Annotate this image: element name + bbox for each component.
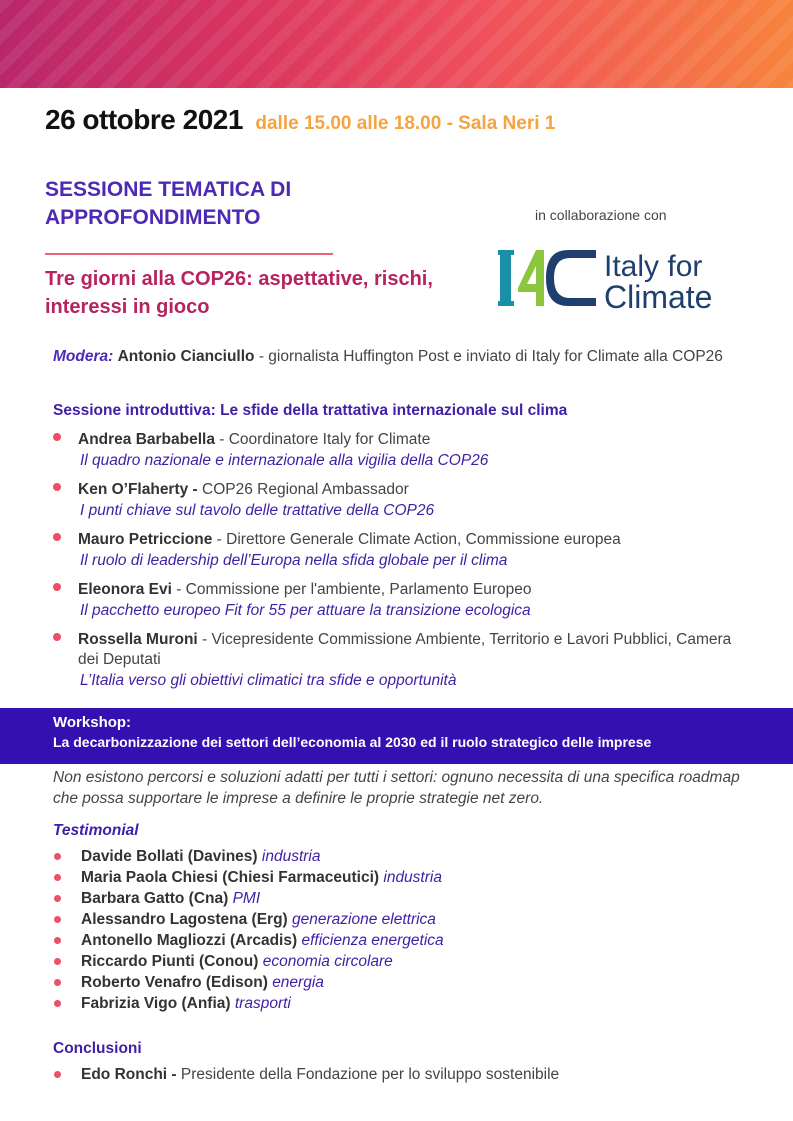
speaker-talk-title: Il quadro nazionale e internazionale alla vigilia della COP26 [80,452,489,469]
italy-for-climate-logo [498,244,748,314]
bullet-icon [53,583,61,591]
conclusion-name: Edo Ronchi - [81,1066,177,1083]
collaboration-label: in collaborazione con [535,207,667,223]
testimonial-sector: energia [272,974,324,991]
intro-session-heading: Sessione introduttiva: Le sfide della trattativa internazionale sul clima [53,402,568,419]
workshop-description: Non esistono percorsi e soluzioni adatti per tutti i settori: ognuno necessita di una specifica roadmap che possa supportare le imprese a definire le proprie strategie net zero. [53,769,740,807]
bullet-icon [54,1000,61,1007]
testimonial-item [53,888,444,909]
bullet-icon [54,853,61,860]
speaker-talk-title: I punti chiave sul tavolo delle trattative della COP26 [80,502,435,519]
speaker-name: Eleonora Evi [78,581,172,598]
testimonial-name: Antonello Magliozzi (Arcadis) [81,932,298,949]
conclusion-item [53,1064,559,1085]
testimonial-list [53,846,444,1014]
testimonial-heading: Testimonial [53,822,139,839]
testimonial-sector: generazione elettrica [292,911,436,928]
i4c-logo-mark [498,250,596,306]
testimonial-name: Riccardo Piunti (Conou) [81,953,259,970]
bullet-icon [54,937,61,944]
testimonial-name: Roberto Venafro (Edison) [81,974,268,991]
session-topic: Tre giorni alla COP26: aspettative, rischi, interessi in gioco [45,268,433,318]
speaker-item [53,530,753,571]
conclusion-role: Presidente della Fondazione per lo sviluppo sostenibile [176,1066,560,1083]
speaker-item [53,480,753,521]
testimonial-name: Alessandro Lagostena (Erg) [81,911,288,928]
testimonial-name: Fabrizia Vigo (Anfia) [81,995,231,1012]
moderator-label: Modera: [53,348,114,365]
workshop-title: La decarbonizzazione dei settori dell’economia al 2030 ed il ruolo strategico delle imprese [53,734,652,750]
speaker-role: - Vicepresidente Commissione Ambiente, Territorio e Lavori Pubblici, Camera dei Deputati [78,631,732,668]
event-date: 26 ottobre 2021 [45,104,243,135]
testimonial-item [53,930,444,951]
testimonial-sector: industria [261,848,321,865]
moderator-role: - giornalista Huffington Post e inviato di Italy for Climate alla COP26 [254,348,723,365]
header-gradient-banner [0,0,793,88]
testimonial-sector: PMI [232,890,261,907]
bullet-icon [54,1071,61,1078]
speaker-role: - Direttore Generale Climate Action, Commissione europea [212,531,621,548]
speaker-item [53,580,753,621]
logo-text-line1: Italy for [604,250,703,283]
speaker-role: - Coordinatore Italy for Climate [214,431,431,448]
bullet-icon [54,958,61,965]
testimonial-item [53,972,444,993]
moderator-name: Antonio Cianciullo [117,348,255,365]
bullet-icon [53,483,61,491]
speaker-talk-title: Il ruolo di leadership dell’Europa nella sfida globale per il clima [80,552,508,569]
date-row [45,104,555,136]
session-title: SESSIONE TEMATICA DI APPROFONDIMENTO [45,178,292,229]
testimonial-item [53,909,444,930]
speaker-item [53,630,753,691]
testimonial-sector: industria [383,869,442,886]
testimonial-name: Davide Bollati (Davines) [81,848,258,865]
conclusions-heading: Conclusioni [53,1040,142,1057]
speaker-name: Andrea Barbabella [78,431,215,448]
speaker-list [53,430,753,700]
bullet-icon [54,895,61,902]
bullet-icon [54,979,61,986]
speaker-role: COP26 Regional Ambassador [197,481,409,498]
bullet-icon [53,633,61,641]
speaker-name: Rossella Muroni [78,631,198,648]
testimonial-item [53,993,444,1014]
testimonial-name: Barbara Gatto (Cna) [81,890,229,907]
event-time-location: dalle 15.00 alle 18.00 - Sala Neri 1 [255,113,556,134]
testimonial-sector: efficienza energetica [301,932,444,949]
testimonial-item [53,951,444,972]
moderator-line [53,346,753,367]
workshop-banner [0,708,793,764]
testimonial-sector: economia circolare [262,953,393,970]
testimonial-sector: trasporti [234,995,291,1012]
bullet-icon [54,916,61,923]
logo-text-line2: Climate [604,279,713,314]
bullet-icon [54,874,61,881]
title-divider [45,253,333,255]
testimonial-item [53,846,444,867]
workshop-label: Workshop: [53,714,132,731]
testimonial-item [53,867,444,888]
bullet-icon [53,533,61,541]
speaker-item [53,430,753,471]
speaker-role: - Commissione per l'ambiente, Parlamento Europeo [171,581,532,598]
speaker-talk-title: Il pacchetto europeo Fit for 55 per attuare la transizione ecologica [80,602,531,619]
speaker-talk-title: L’Italia verso gli obiettivi climatici tra sfide e opportunità [80,672,457,689]
speaker-name: Mauro Petriccione [78,531,213,548]
speaker-name: Ken O’Flaherty - [78,481,198,498]
bullet-icon [53,433,61,441]
testimonial-name: Maria Paola Chiesi (Chiesi Farmaceutici) [81,869,380,886]
